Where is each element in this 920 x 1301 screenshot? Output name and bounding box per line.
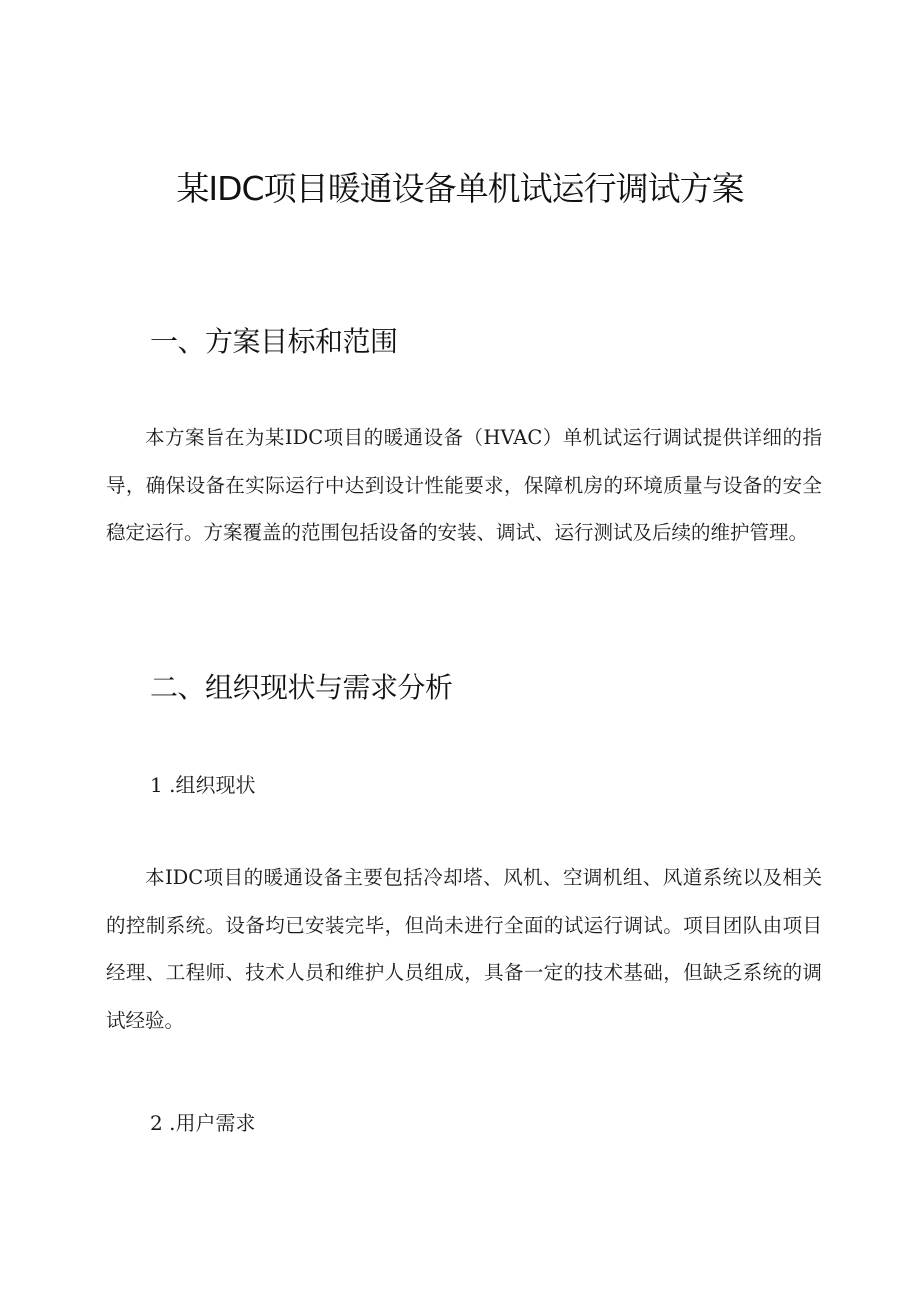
section-heading-status-needs: 二、组织现状与需求分析 xyxy=(150,671,453,704)
subsection-heading-user-needs: 2 .用户需求 xyxy=(150,1111,256,1135)
subsection-paragraph-org-status: 本IDC项目的暖通设备主要包括冷却塔、风机、空调机组、风道系统以及相关的控制系统。设备均已安装完毕，但尚未进行全面的试运行调试。项目团队由项目经理、工程师、技术人员和维护人员组成，具备一定的技术基础，但缺乏系统的调试经验。 xyxy=(106,866,822,1032)
subsection-heading-org-status: 1 .组织现状 xyxy=(150,773,256,797)
section-heading-goals-scope: 一、方案目标和范围 xyxy=(150,325,398,358)
section-paragraph-goals-scope: 本方案旨在为某IDC项目的暖通设备（HVAC）单机试运行调试提供详细的指导，确保设备在实际运行中达到设计性能要求，保障机房的环境质量与设备的安全稳定运行。方案覆盖的范围包括设备的安装、调试、运行测试及后续的维护管理。 xyxy=(106,426,822,544)
document-title: 某IDC项目暖通设备单机试运行调试方案 xyxy=(176,169,744,208)
